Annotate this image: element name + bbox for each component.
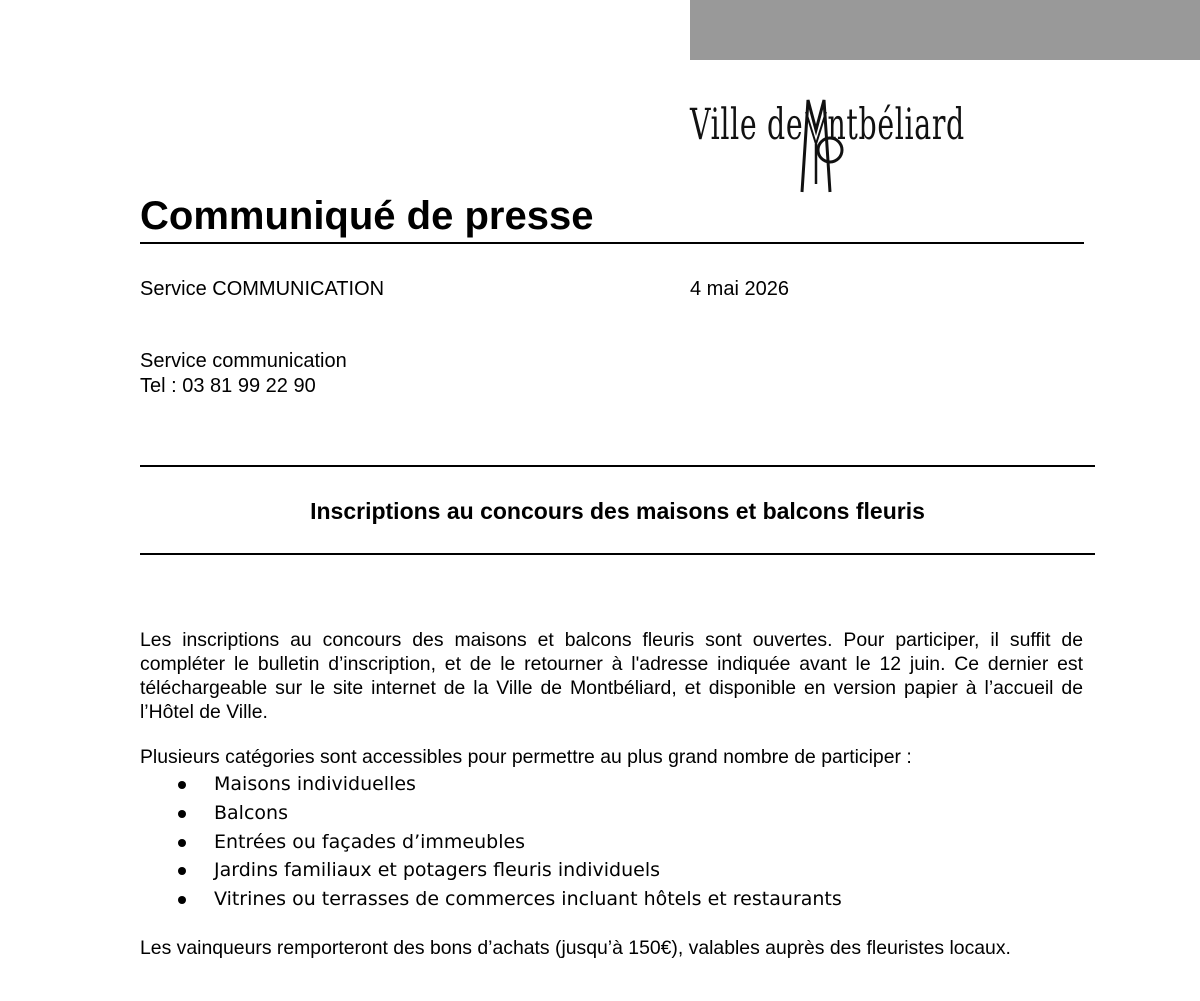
article-paragraph-2: Plusieurs catégories sont accessibles pour permettre au plus grand nombre de participer :: [140, 746, 912, 768]
city-logo-text: Ville de ntbéliard: [690, 100, 965, 150]
page-title: Communiqué de presse: [140, 194, 594, 238]
contact-block: [140, 349, 347, 399]
category-label: Balcons: [214, 801, 288, 824]
category-label: Entrées ou façades d’immeubles: [214, 830, 526, 853]
category-list: [140, 770, 842, 914]
bullet-icon: [178, 867, 186, 875]
list-item: [140, 856, 842, 885]
category-label: Maisons individuelles: [214, 773, 416, 795]
bullet-icon: [178, 896, 186, 904]
city-logo: [690, 92, 1010, 196]
article-headline: Inscriptions au concours des maisons et balcons fleuris: [310, 498, 925, 524]
release-date: 4 mai 2026: [690, 278, 789, 300]
list-item: [140, 828, 842, 857]
city-logo-emblem: [690, 92, 1010, 196]
contact-phone: Tel : 03 81 99 22 90: [140, 375, 316, 397]
bullet-icon: [178, 810, 186, 818]
category-label: Vitrines ou terrasses de commerces incluant hôtels et restaurants: [214, 888, 842, 911]
list-item: [140, 885, 842, 914]
service-department: Service COMMUNICATION: [140, 278, 385, 300]
headline-bottom-rule: [140, 553, 1095, 555]
article-paragraph-1: Les inscriptions au concours des maisons et balcons fleuris sont ouvertes. Pour participer, il suffit de compléter le bulletin d’inscription, et de le retourner à l'adresse indiquée avant le 12 juin. Ce dernier est téléchargeable sur le site internet de la Ville de Montbéliard, et disponible en version papier à l’accueil de l’Hôtel de Ville.: [140, 629, 1083, 723]
gray-header-block: [690, 0, 1200, 60]
headline-top-rule: [140, 465, 1095, 467]
list-item: [140, 799, 842, 828]
category-label: Jardins familiaux et potagers fleuris individuels: [214, 859, 661, 882]
list-item: [140, 770, 842, 799]
contact-service: Service communication: [140, 350, 347, 372]
article-paragraph-3: Les vainqueurs remporteront des bons d’achats (jusqu’à 150€), valables auprès des fleuristes locaux.: [140, 937, 1011, 959]
bullet-icon: [178, 839, 186, 847]
bullet-icon: [178, 781, 186, 789]
title-underline: [140, 242, 1084, 244]
